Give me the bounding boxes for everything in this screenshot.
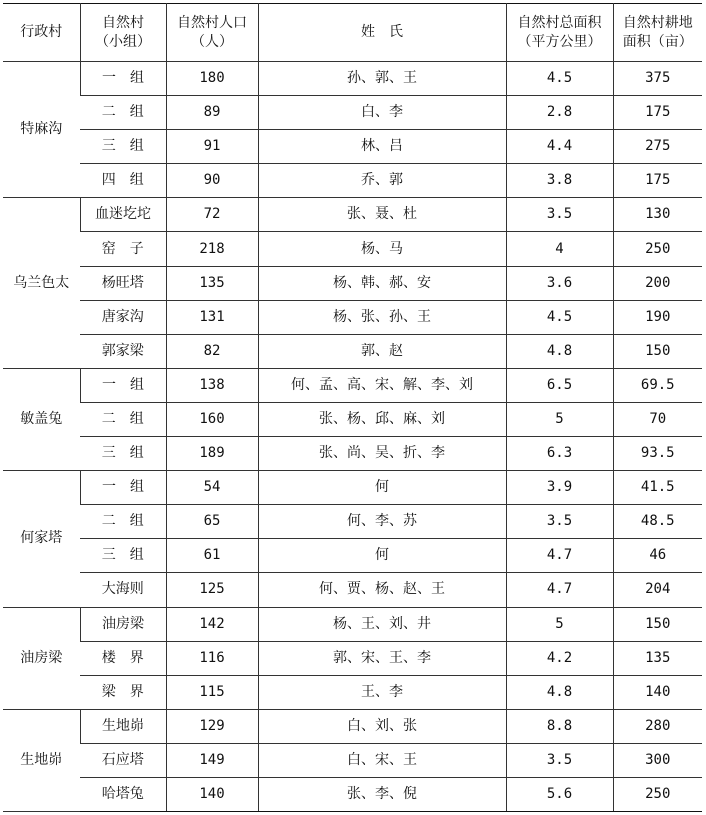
header-surnames: 姓 氏 [258,4,506,62]
total-area-cell: 4.7 [506,573,613,607]
population-cell: 89 [166,96,258,130]
natural-village-cell: 二 组 [80,402,166,436]
farmland-area-cell: 69.5 [613,368,702,402]
table-row [3,232,702,266]
header-population: 自然村人口 （人） [166,4,258,62]
farmland-area-cell: 140 [613,675,702,709]
population-cell: 131 [166,300,258,334]
farmland-area-cell: 204 [613,573,702,607]
surnames-cell: 白、李 [258,96,506,130]
population-cell: 189 [166,437,258,471]
population-cell: 140 [166,777,258,811]
surnames-cell: 孙、郭、王 [258,62,506,96]
header-farmland-area: 自然村耕地 面积（亩） [613,4,702,62]
population-cell: 149 [166,743,258,777]
surnames-cell: 何、贾、杨、赵、王 [258,573,506,607]
total-area-cell: 6.5 [506,368,613,402]
population-cell: 125 [166,573,258,607]
natural-village-cell: 石应塔 [80,743,166,777]
total-area-cell: 2.8 [506,96,613,130]
farmland-area-cell: 70 [613,402,702,436]
farmland-area-cell: 190 [613,300,702,334]
table-row [3,777,702,811]
table-row [3,437,702,471]
table-row [3,505,702,539]
total-area-cell: 4 [506,232,613,266]
administrative-village-cell: 特麻沟 [3,62,80,198]
header-natural-village: 自然村 （小组） [80,4,166,62]
surnames-cell: 郭、宋、王、李 [258,641,506,675]
administrative-village-cell: 生地峁 [3,709,80,811]
surnames-cell: 张、杨、邱、麻、刘 [258,402,506,436]
total-area-cell: 5 [506,607,613,641]
village-table [3,3,702,812]
farmland-area-cell: 150 [613,334,702,368]
farmland-area-cell: 275 [613,130,702,164]
table-row [3,266,702,300]
surnames-cell: 乔、郭 [258,164,506,198]
table-row [3,334,702,368]
population-cell: 116 [166,641,258,675]
table-row [3,743,702,777]
natural-village-cell: 三 组 [80,437,166,471]
surnames-cell: 林、吕 [258,130,506,164]
farmland-area-cell: 135 [613,641,702,675]
farmland-area-cell: 250 [613,232,702,266]
table-row [3,164,702,198]
population-cell: 180 [166,62,258,96]
administrative-village-cell: 油房梁 [3,607,80,709]
natural-village-cell: 四 组 [80,164,166,198]
natural-village-cell: 哈塔兔 [80,777,166,811]
table-body [3,62,702,812]
table-row [3,402,702,436]
farmland-area-cell: 150 [613,607,702,641]
population-cell: 54 [166,471,258,505]
header-row [3,4,702,62]
table-header [3,4,702,62]
table-row [3,368,702,402]
farmland-area-cell: 300 [613,743,702,777]
administrative-village-cell: 何家塔 [3,471,80,607]
surnames-cell: 何 [258,539,506,573]
farmland-area-cell: 46 [613,539,702,573]
natural-village-cell: 窑 子 [80,232,166,266]
farmland-area-cell: 175 [613,164,702,198]
table-row [3,300,702,334]
table-row [3,709,702,743]
natural-village-cell: 大海则 [80,573,166,607]
total-area-cell: 4.7 [506,539,613,573]
population-cell: 91 [166,130,258,164]
population-cell: 135 [166,266,258,300]
table-row [3,96,702,130]
surnames-cell: 杨、马 [258,232,506,266]
surnames-cell: 张、聂、杜 [258,198,506,232]
total-area-cell: 4.5 [506,62,613,96]
surnames-cell: 杨、韩、郝、安 [258,266,506,300]
natural-village-cell: 生地峁 [80,709,166,743]
table-row [3,573,702,607]
surnames-cell: 张、尚、吴、折、李 [258,437,506,471]
table-row [3,130,702,164]
total-area-cell: 4.8 [506,334,613,368]
total-area-cell: 3.5 [506,198,613,232]
farmland-area-cell: 200 [613,266,702,300]
natural-village-cell: 楼 界 [80,641,166,675]
surnames-cell: 杨、张、孙、王 [258,300,506,334]
total-area-cell: 4.2 [506,641,613,675]
total-area-cell: 3.5 [506,743,613,777]
table-row [3,62,702,96]
farmland-area-cell: 375 [613,62,702,96]
surnames-cell: 何 [258,471,506,505]
population-cell: 90 [166,164,258,198]
natural-village-cell: 二 组 [80,96,166,130]
farmland-area-cell: 175 [613,96,702,130]
total-area-cell: 6.3 [506,437,613,471]
administrative-village-cell: 乌兰色太 [3,198,80,368]
natural-village-cell: 一 组 [80,368,166,402]
farmland-area-cell: 250 [613,777,702,811]
table-row [3,641,702,675]
natural-village-cell: 一 组 [80,62,166,96]
farmland-area-cell: 280 [613,709,702,743]
farmland-area-cell: 93.5 [613,437,702,471]
natural-village-cell: 一 组 [80,471,166,505]
administrative-village-cell: 敏盖兔 [3,368,80,470]
surnames-cell: 郭、赵 [258,334,506,368]
natural-village-cell: 血迷圪坨 [80,198,166,232]
population-cell: 65 [166,505,258,539]
table-row [3,471,702,505]
total-area-cell: 8.8 [506,709,613,743]
population-cell: 61 [166,539,258,573]
natural-village-cell: 唐家沟 [80,300,166,334]
table-row [3,675,702,709]
surnames-cell: 王、李 [258,675,506,709]
surnames-cell: 白、宋、王 [258,743,506,777]
total-area-cell: 3.8 [506,164,613,198]
natural-village-cell: 三 组 [80,539,166,573]
surnames-cell: 张、李、倪 [258,777,506,811]
natural-village-cell: 杨旺塔 [80,266,166,300]
total-area-cell: 4.4 [506,130,613,164]
total-area-cell: 3.5 [506,505,613,539]
surnames-cell: 何、孟、高、宋、解、李、刘 [258,368,506,402]
header-total-area: 自然村总面积 （平方公里） [506,4,613,62]
population-cell: 218 [166,232,258,266]
header-administrative-village: 行政村 [3,4,80,62]
surnames-cell: 何、李、苏 [258,505,506,539]
table-row [3,607,702,641]
surnames-cell: 白、刘、张 [258,709,506,743]
population-cell: 142 [166,607,258,641]
total-area-cell: 4.5 [506,300,613,334]
farmland-area-cell: 48.5 [613,505,702,539]
farmland-area-cell: 41.5 [613,471,702,505]
farmland-area-cell: 130 [613,198,702,232]
surnames-cell: 杨、王、刘、井 [258,607,506,641]
table-row [3,539,702,573]
population-cell: 138 [166,368,258,402]
natural-village-cell: 郭家梁 [80,334,166,368]
population-cell: 82 [166,334,258,368]
natural-village-cell: 油房梁 [80,607,166,641]
total-area-cell: 5 [506,402,613,436]
table-row [3,198,702,232]
population-cell: 160 [166,402,258,436]
natural-village-cell: 梁 界 [80,675,166,709]
total-area-cell: 3.6 [506,266,613,300]
natural-village-cell: 三 组 [80,130,166,164]
population-cell: 115 [166,675,258,709]
natural-village-cell: 二 组 [80,505,166,539]
total-area-cell: 3.9 [506,471,613,505]
total-area-cell: 5.6 [506,777,613,811]
total-area-cell: 4.8 [506,675,613,709]
population-cell: 72 [166,198,258,232]
population-cell: 129 [166,709,258,743]
